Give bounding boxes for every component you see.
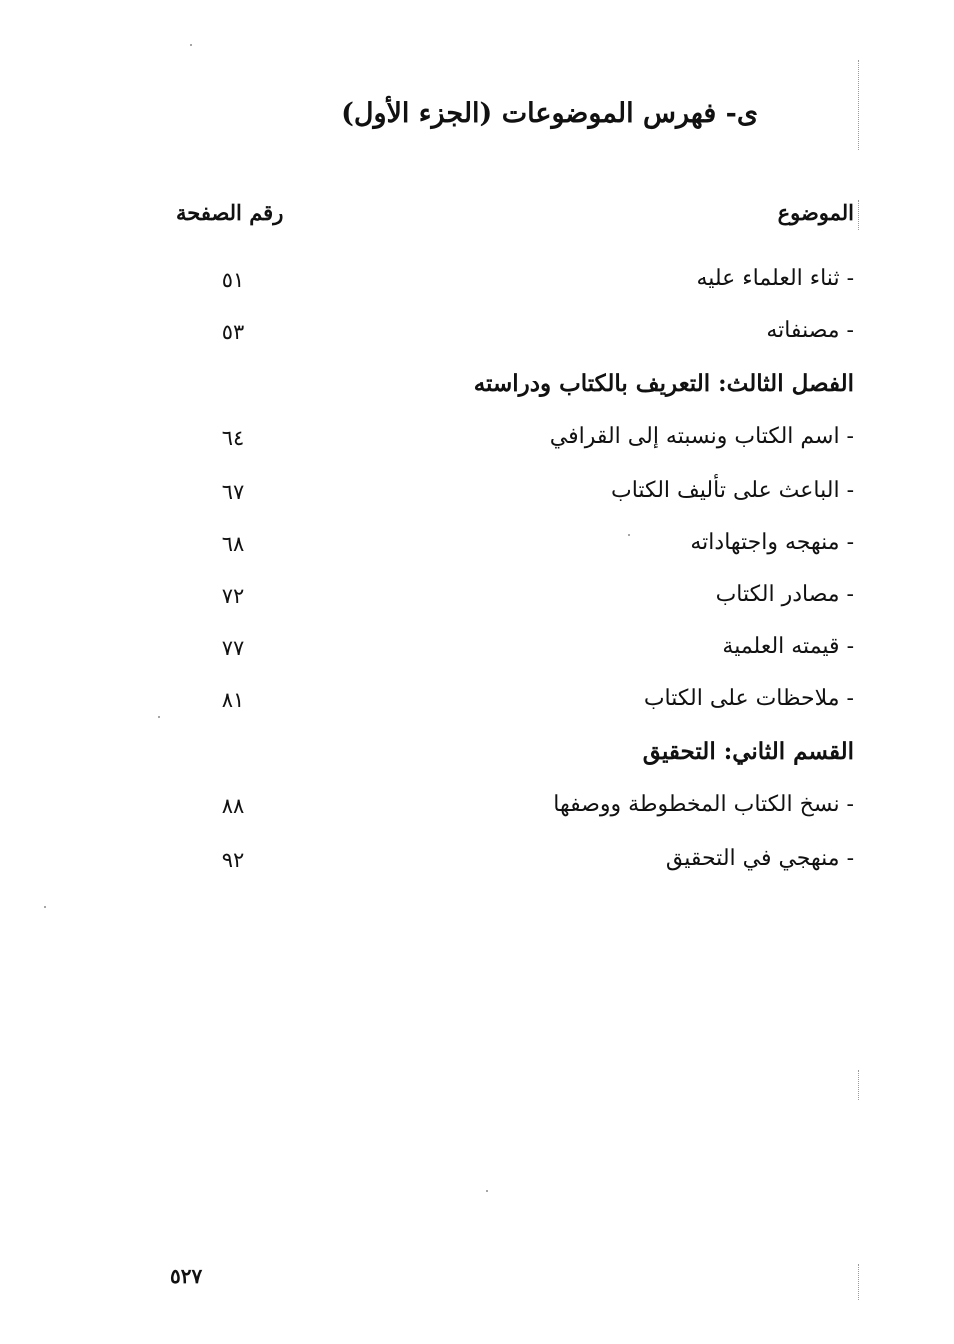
scan-margin-mark <box>858 200 860 230</box>
toc-entry-page: ٧٢ <box>221 584 245 608</box>
scan-margin-mark <box>858 1264 860 1300</box>
scan-margin-mark <box>858 1070 860 1100</box>
toc-entry-text: - مصادر الكتاب <box>715 582 854 607</box>
toc-entry <box>0 478 954 514</box>
page-number-column-header: رقم الصفحة <box>176 200 284 225</box>
toc-entry-page: ٨٨ <box>221 794 245 818</box>
toc-entry-page: ٨١ <box>221 688 245 712</box>
toc-entry-text: - قيمته العلمية <box>722 634 854 659</box>
toc-entry-page: ٥١ <box>221 268 245 292</box>
toc-entry-text: القسم الثاني: التحقيق <box>642 738 854 765</box>
toc-entry-text: - مصنفاته <box>766 318 854 343</box>
toc-entry-text: - منهجي في التحقيق <box>665 846 854 871</box>
scan-speck <box>44 906 46 908</box>
toc-entry <box>0 424 954 460</box>
toc-entry <box>0 686 954 722</box>
toc-entry <box>0 792 954 828</box>
toc-entry-text: - ثناء العلماء عليه <box>696 266 854 291</box>
scan-speck <box>486 1190 488 1192</box>
toc-entry-text: - منهجه واجتهاداته <box>690 530 854 555</box>
toc-entry <box>0 634 954 670</box>
toc-entry-page: ٦٨ <box>221 532 245 556</box>
toc-entry <box>0 266 954 302</box>
toc-entry-page: ٦٤ <box>221 426 245 450</box>
scan-speck <box>628 534 630 536</box>
toc-entry <box>0 530 954 566</box>
toc-entry-page: ٦٧ <box>221 480 245 504</box>
footer-page-number: ٥٢٧ <box>170 1264 203 1288</box>
toc-section-heading <box>0 738 954 774</box>
page-title: ى- فهرس الموضوعات (الجزء الأول) <box>341 98 758 129</box>
toc-entry-text: - اسم الكتاب ونسبته إلى القرافي <box>549 424 854 449</box>
toc-entry-text: - ملاحظات على الكتاب <box>643 686 854 711</box>
toc-entry-text: الفصل الثالث: التعريف بالكتاب ودراسته <box>473 370 854 397</box>
toc-entry <box>0 318 954 354</box>
toc-entry <box>0 846 954 882</box>
toc-section-heading <box>0 370 954 406</box>
topic-column-header: الموضوع <box>777 200 854 225</box>
toc-entry-page: ٧٧ <box>221 636 245 660</box>
toc-entry-text: - الباعث على تأليف الكتاب <box>611 478 854 503</box>
toc-entry-text: - نسخ الكتاب المخطوطة ووصفها <box>553 792 854 817</box>
scan-speck <box>158 716 160 718</box>
toc-entry <box>0 582 954 618</box>
scan-margin-mark <box>858 60 860 150</box>
toc-entry-page: ٥٣ <box>221 320 245 344</box>
scan-speck <box>190 44 192 46</box>
toc-entry-page: ٩٢ <box>221 848 245 872</box>
